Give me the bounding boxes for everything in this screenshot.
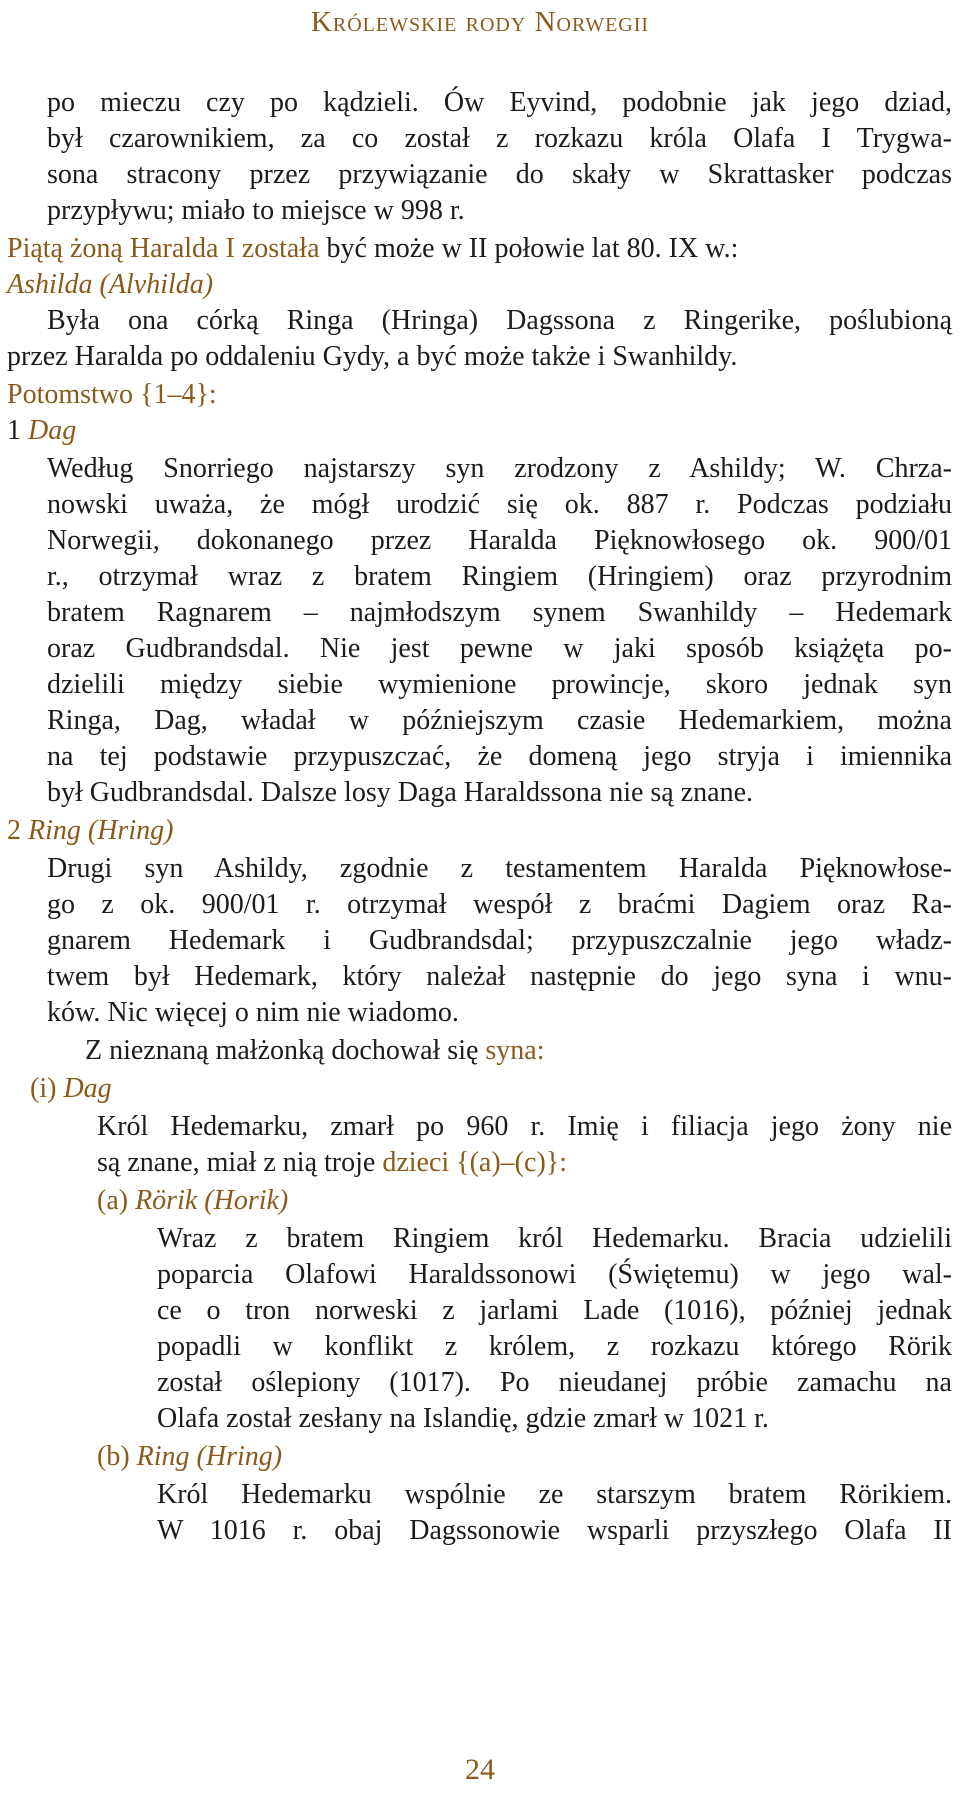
- text-run: na tej podstawie przypuszczać, że domeną jego stryja i imiennika: [47, 741, 952, 772]
- text-line: [97, 1183, 288, 1219]
- highlighted-run: (b): [97, 1441, 137, 1472]
- highlighted-run: Dag: [63, 1073, 112, 1104]
- text-line: [47, 703, 952, 739]
- text-run: być może w II połowie lat 80. IX w.:: [319, 233, 739, 264]
- text-run: Norwegii, dokonanego przez Haralda Pięknowłosego ok. 900/01: [47, 525, 952, 556]
- text-line: [157, 1401, 769, 1437]
- text-line: [47, 451, 952, 487]
- text-run: Była ona córką Ringa (Hringa) Dagssona z Ringerike, poślubioną: [47, 305, 952, 336]
- text-line: [157, 1477, 952, 1513]
- text-line: [7, 339, 737, 375]
- text-line: [157, 1365, 952, 1401]
- text-line: [97, 1145, 567, 1181]
- text-run: bratem Ragnarem – najmłodszym synem Swanhildy – Hedemark: [47, 597, 952, 628]
- text-line: [47, 631, 952, 667]
- text-run: Król Hedemarku wspólnie ze starszym bratem Rörikiem.: [157, 1479, 952, 1510]
- text-line: [47, 959, 952, 995]
- text-run: r., otrzymał wraz z bratem Ringiem (Hringiem) oraz przyrodnim: [47, 561, 952, 592]
- highlighted-run: (i): [30, 1073, 64, 1104]
- highlighted-run: (a): [97, 1185, 136, 1216]
- text-line: [47, 851, 952, 887]
- text-run: 1: [7, 415, 28, 446]
- text-line: [47, 595, 952, 631]
- text-line: [47, 487, 952, 523]
- text-line: [7, 813, 173, 849]
- text-line: [30, 1071, 112, 1107]
- running-header-title: Królewskie rody Norwegii: [310, 6, 650, 38]
- text-run: sona stracony przez przywiązanie do skały w Skrattasker podczas: [47, 159, 952, 190]
- text-run: oraz Gudbrandsdal. Nie jest pewne w jaki sposób książęta po-: [47, 633, 952, 664]
- text-run: popadli w konflikt z królem, z rozkazu którego Rörik: [157, 1331, 952, 1362]
- text-line: [47, 303, 952, 339]
- text-line: [157, 1329, 952, 1365]
- text-run: twem był Hedemark, który należał następnie do jego syna i wnu-: [47, 961, 952, 992]
- highlighted-run: dzieci {(a)–(c)}:: [382, 1147, 567, 1178]
- text-line: [47, 523, 952, 559]
- text-run: Olafa został zesłany na Islandię, gdzie zmarł w 1021 r.: [157, 1403, 769, 1434]
- text-line: [157, 1513, 952, 1549]
- highlighted-run: Dag: [28, 415, 77, 446]
- text-run: Król Hedemarku, zmarł po 960 r. Imię i filiacja jego żony nie: [97, 1111, 952, 1142]
- text-line: [157, 1221, 952, 1257]
- text-line: [7, 267, 213, 303]
- text-line: [97, 1439, 282, 1475]
- highlighted-run: Ring (Hring): [28, 815, 174, 846]
- text-run: przypływu; miało to miejsce w 998 r.: [47, 195, 465, 226]
- text-line: [47, 121, 952, 157]
- text-run: W 1016 r. obaj Dagssonowie wsparli przyszłego Olafa II: [157, 1515, 952, 1546]
- text-line: [47, 739, 952, 775]
- text-run: Wraz z bratem Ringiem król Hedemarku. Bracia udzielili: [157, 1223, 952, 1254]
- text-run: nowski uważa, że mógł urodzić się ok. 887 r. Podczas podziału: [47, 489, 952, 520]
- text-line: [47, 667, 952, 703]
- text-line: [157, 1257, 952, 1293]
- text-line: [47, 887, 952, 923]
- text-line: [7, 231, 738, 267]
- text-run: go z ok. 900/01 r. otrzymał wespół z braćmi Dagiem oraz Ra-: [47, 889, 952, 920]
- text-line: [47, 559, 952, 595]
- text-run: Z nieznaną małżonką dochował się: [85, 1035, 486, 1066]
- text-run: Drugi syn Ashildy, zgodnie z testamentem Haralda Pięknowłose-: [47, 853, 952, 884]
- text-line: [85, 1033, 545, 1069]
- text-run: Według Snorriego najstarszy syn zrodzony z Ashildy; W. Chrza-: [47, 453, 952, 484]
- highlighted-run: syna:: [485, 1035, 545, 1066]
- highlighted-run: Potomstwo {1–4}:: [7, 379, 217, 410]
- text-run: są znane, miał z nią troje: [97, 1147, 383, 1178]
- text-run: został oślepiony (1017). Po nieudanej próbie zamachu na: [157, 1367, 952, 1398]
- highlighted-run: Ring (Hring): [136, 1441, 283, 1472]
- highlighted-run: Rörik (Horik): [135, 1185, 289, 1216]
- text-run: gnarem Hedemark i Gudbrandsdal; przypuszczalnie jego władz-: [47, 925, 952, 956]
- text-run: po mieczu czy po kądzieli. Ów Eyvind, podobnie jak jego dziad,: [47, 87, 952, 118]
- text-line: [47, 157, 952, 193]
- text-run: ce o tron norweski z jarlami Lade (1016), później jednak: [157, 1295, 952, 1326]
- text-run: był Gudbrandsdal. Dalsze losy Daga Haraldssona nie są znane.: [47, 777, 754, 808]
- text-run: dzielili między siebie wymienione prowincje, skoro jednak syn: [47, 669, 952, 700]
- text-line: [97, 1109, 952, 1145]
- running-header: [0, 2, 960, 42]
- page-number: 24: [465, 1753, 495, 1786]
- text-run: przez Haralda po oddaleniu Gydy, a być może także i Swanhildy.: [7, 341, 738, 372]
- text-line: [47, 995, 459, 1031]
- text-run: poparcia Olafowi Haraldssonowi (Świętemu) w jego wal-: [157, 1259, 952, 1290]
- text-line: [47, 193, 465, 229]
- highlighted-run: Piątą żoną Haralda I została: [7, 233, 320, 264]
- text-run: Ringa, Dag, władał w późniejszym czasie Hedemarkiem, można: [47, 705, 952, 736]
- text-line: [47, 775, 753, 811]
- text-line: [157, 1293, 952, 1329]
- text-run: był czarownikiem, za co został z rozkazu króla Olafa I Trygwa-: [47, 123, 952, 154]
- highlighted-run: Ashilda (Alvhilda): [7, 269, 214, 300]
- text-line: [47, 923, 952, 959]
- text-line: [47, 85, 952, 121]
- text-line: [7, 413, 76, 449]
- text-run: ków. Nic więcej o nim nie wiadomo.: [47, 997, 459, 1028]
- text-line: [7, 377, 217, 413]
- highlighted-run: 2: [7, 815, 28, 846]
